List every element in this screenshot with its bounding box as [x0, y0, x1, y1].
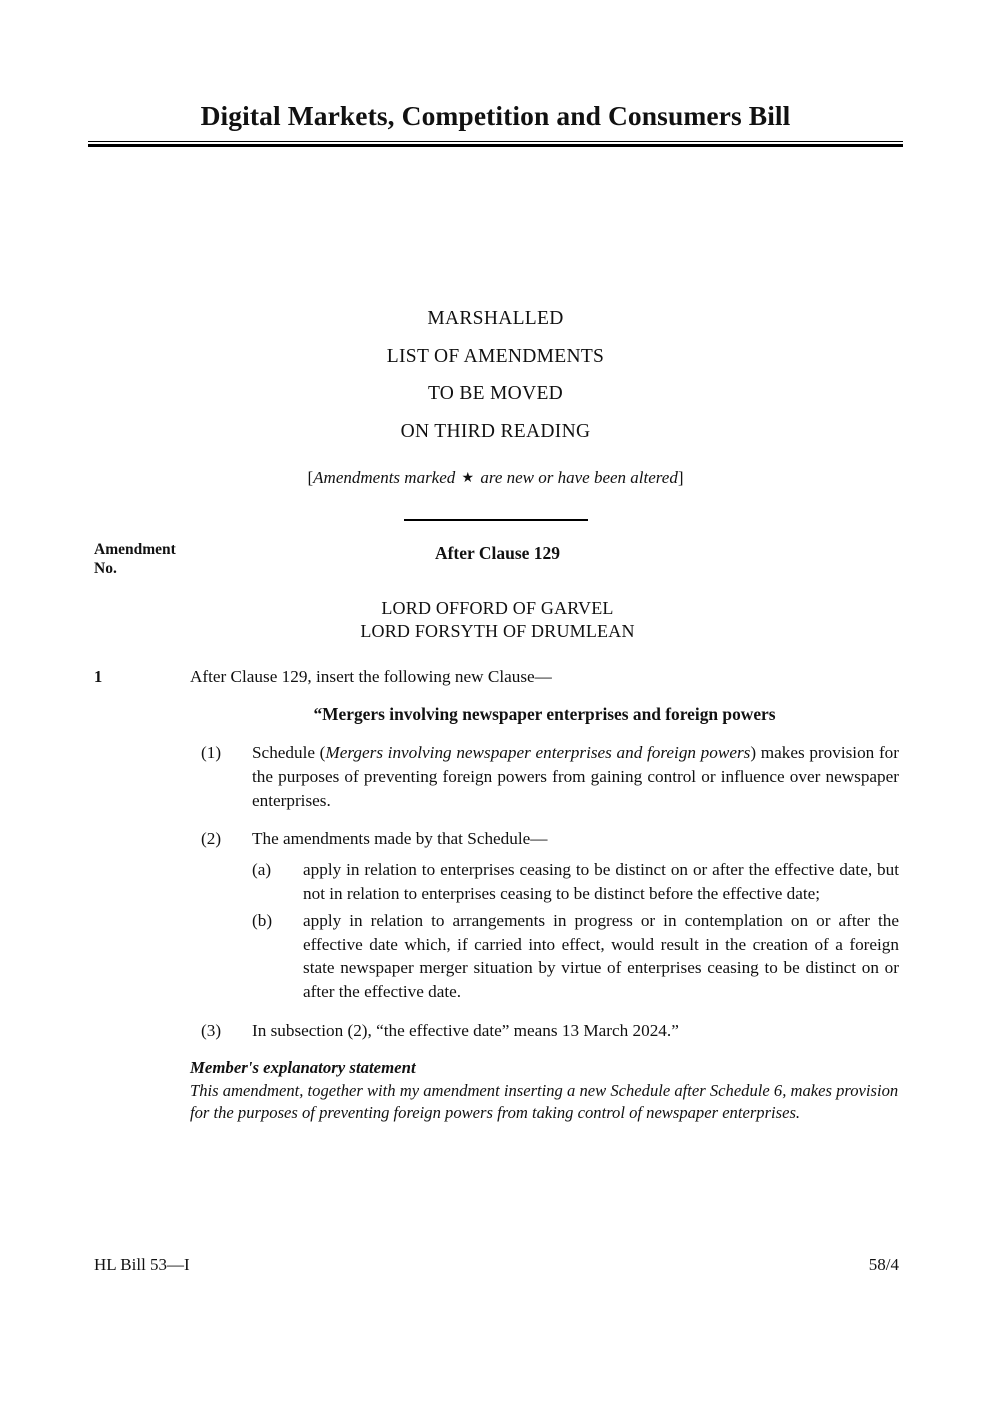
amendment-no-label-line2: No.	[94, 560, 117, 577]
subsection-2	[201, 827, 899, 1004]
explanatory-statement	[190, 1057, 902, 1125]
subsection-1	[201, 741, 899, 812]
subsection-3-marker: (3)	[201, 1020, 222, 1040]
paragraph-2b-marker: (b)	[252, 910, 273, 930]
list-heading-block	[88, 300, 903, 489]
subsection-1-text-after-italic: ) makes provision for the purposes of preventing foreign powers from gaining control or influence over newspaper enterprises.	[252, 743, 899, 810]
footer-page-reference: 58/4	[868, 1255, 899, 1274]
amendment-no-label-line1: Amendment	[94, 541, 176, 558]
subsection-2-text: The amendments made by that Schedule—	[252, 829, 548, 849]
subsection-1-marker: (1)	[201, 743, 222, 762]
subsection-1-text-before-italic: Schedule (	[252, 743, 326, 762]
amendment-entry	[94, 665, 899, 1043]
note-text-after-star: are new or have been altered	[476, 468, 678, 487]
new-clause-title: “Mergers involving newspaper enterprises and foreign powers	[313, 704, 776, 724]
amendment-body	[190, 665, 899, 1043]
sponsor-name-2: LORD FORSYTH OF DRUMLEAN	[360, 620, 635, 641]
paragraph-2a	[252, 858, 899, 906]
heading-line-marshalled: MARSHALLED	[427, 308, 564, 329]
note-close-bracket: ]	[677, 468, 684, 487]
heading-line-to-be-moved: TO BE MOVED	[427, 383, 564, 404]
paragraph-2a-text: apply in relation to enterprises ceasing to be distinct on or after the effective date, but not in relation to enterprises ceasing to be distinct before the effective date;	[303, 860, 899, 903]
title-rule-thick	[88, 144, 903, 147]
explanatory-statement-heading: Member's explanatory statement	[190, 1058, 416, 1077]
heading-line-list-of-amendments: LIST OF AMENDMENTS	[386, 345, 605, 367]
note-open-bracket: [	[307, 468, 314, 487]
amendment-lead-line: After Clause 129, insert the following new Clause—	[190, 667, 552, 686]
heading-line-on-third-reading: ON THIRD READING	[400, 420, 591, 442]
amendments-marked-note	[88, 467, 903, 489]
sponsor-list	[190, 597, 805, 642]
title-double-rule	[88, 141, 903, 147]
paragraph-2b	[252, 909, 899, 1004]
paragraph-2b-text: apply in relation to arrangements in progress or in contemplation on or after the effective date which, if carried into effect, would result in the creation of a foreign state newspaper merger situation by virtue of enterprises ceasing to be distinct on or after the effective date.	[303, 910, 899, 1002]
paragraph-2a-marker: (a)	[252, 860, 272, 880]
section-divider-rule	[404, 519, 588, 521]
subsection-3	[201, 1019, 899, 1043]
subsection-2-marker: (2)	[201, 829, 222, 849]
page-footer	[94, 1255, 899, 1275]
note-text-before-star: Amendments marked	[313, 468, 460, 487]
subsection-3-text: In subsection (2), “the effective date” means 13 March 2024.”	[252, 1020, 679, 1040]
footer-bill-reference: HL Bill 53—I	[94, 1255, 190, 1274]
subsection-1-italic-schedule-name: Mergers involving newspaper enterprises and foreign powers	[325, 743, 751, 762]
star-icon: ★	[461, 470, 475, 486]
explanatory-statement-body: This amendment, together with my amendment inserting a new Schedule after Schedule 6, makes provision for the purposes of preventing foreign powers from taking control of newspaper enterprises.	[190, 1080, 899, 1122]
title-block	[88, 100, 903, 147]
amendment-number: 1	[94, 667, 103, 686]
clause-reference-heading: After Clause 129	[434, 543, 561, 563]
page-title: Digital Markets, Competition and Consumers Bill	[200, 100, 791, 131]
sponsor-name-1: LORD OFFORD OF GARVEL	[381, 598, 614, 618]
